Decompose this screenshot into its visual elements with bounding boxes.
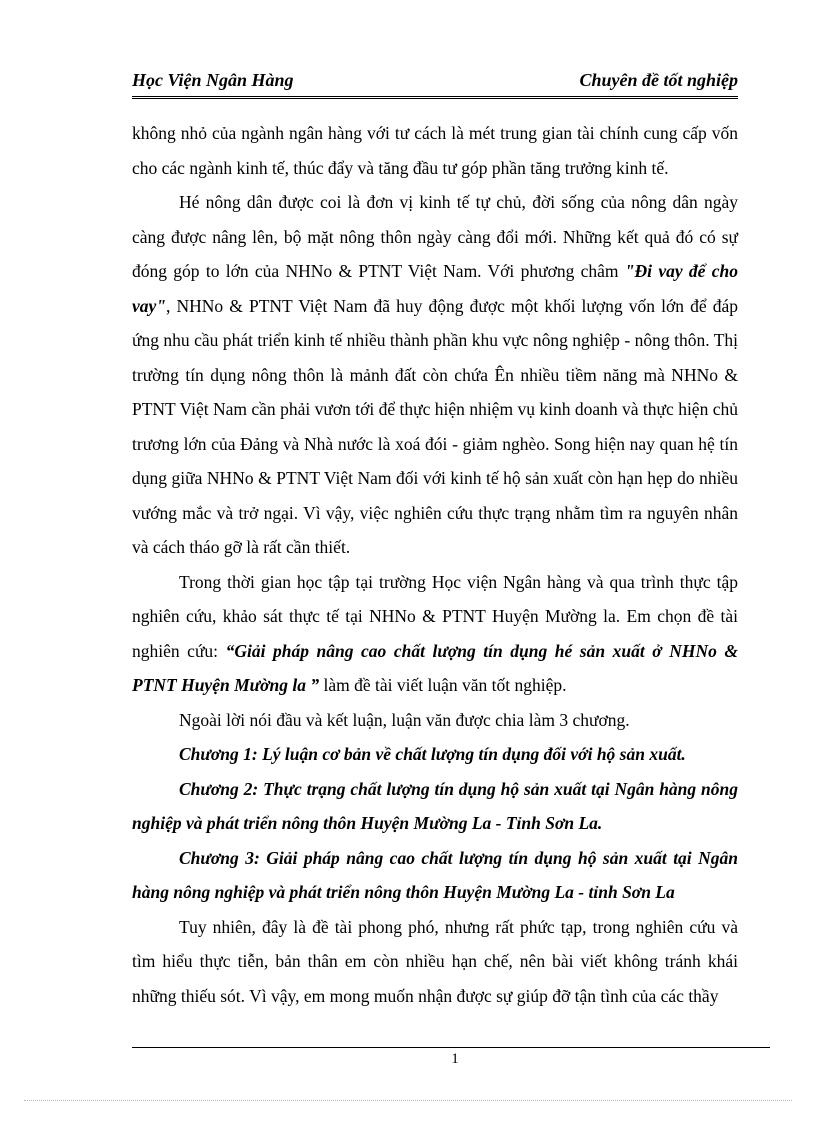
page-number: 1 <box>451 1051 459 1067</box>
footer-rule <box>132 1047 770 1048</box>
chapter-2: Chương 2: Thực trạng chất lượng tín dụng hộ sản xuất tại Ngân hàng nông nghiệp và phát triển nông thôn Huyện Mường La - Tỉnh Sơn La. <box>132 778 738 833</box>
paragraph-continuation: không nhỏ của ngành ngân hàng với tư cách là mét trung gian tài chính cung cấp vốn cho các ngành kinh tế, thúc đẩy và tăng đầu tư góp phần tăng trưởng kinh tế. <box>132 123 738 178</box>
paragraph-farmers-text-2: , NHNo & PTNT Việt Nam đã huy động được một khối lượng vốn lớn để đáp ứng nhu cầu phát triển kinh tế nhiều thành phần khu vực nông nghiệp - nông thôn. Thị trường tín dụng nông thôn là mảnh đất còn chứa Ên nhiều tiềm năng mà NHNo & PTNT Việt Nam cần phải vươn tới để thực hiện nhiệm vụ kinh doanh và thực hiện chủ trương lớn của Đảng và Nhà nước là xoá đói - giảm nghèo. Song hiện nay quan hệ tín dụng giữa NHNo & PTNT Việt Nam đối với kinh tế hộ sản xuất còn hạn hẹp do nhiều vướng mắc và trở ngại. Vì vậy, việc nghiên cứu thực trạng nhằm tìm ra nguyên nhân và cách tháo gỡ là rất cần thiết. <box>132 295 738 557</box>
header-document-type: Chuyên đề tốt nghiệp <box>579 70 738 90</box>
chapter-1: Chương 1: Lý luận cơ bản về chất lượng tín dụng đối với hộ sản xuất. <box>179 744 686 764</box>
paragraph-topic-text-2: làm đề tài viết luận văn tốt nghiệp. <box>319 675 567 695</box>
page-header <box>132 66 738 99</box>
paragraph-farmers-text-1: Hé nông dân được coi là đơn vị kinh tế tự chủ, đời sống của nông dân ngày càng được nâng lên, bộ mặt nông thôn ngày càng đổi mới. Những kết quả đó có sự đóng góp to lớn của NHNo & PTNT Việt Nam. Với phương châm <box>132 192 738 281</box>
paragraph-structure: Ngoài lời nói đầu và kết luận, luận văn được chia làm 3 chương. <box>179 709 630 730</box>
chapter-3: Chương 3: Giải pháp nâng cao chất lượng tín dụng hộ sản xuất tại Ngân hàng nông nghiệp và phát triển nông thôn Huyện Mường La - tỉnh Sơn La <box>132 847 738 902</box>
slogan-quote: "Đi vay để cho vay" <box>132 261 738 316</box>
header-institution: Học Viện Ngân Hàng <box>132 70 294 90</box>
document-body <box>132 116 738 1013</box>
paragraph-topic <box>132 565 738 703</box>
paragraph-acknowledgement: Tuy nhiên, đây là đề tài phong phó, nhưng rất phức tạp, trong nghiên cứu và tìm hiểu thực tiễn, bản thân em còn nhiều hạn chế, nên bài viết không tránh khái những thiếu sót. Vì vậy, em mong muốn nhận được sự giúp đỡ tận tình của các thầy <box>132 916 738 1006</box>
page-boundary-line <box>24 1100 792 1101</box>
paragraph-farmers <box>132 185 738 565</box>
thesis-title: “Giải pháp nâng cao chất lượng tín dụng hé sản xuất ở NHNo & PTNT Huyện Mường la ” <box>132 640 738 695</box>
paragraph-topic-text-1: Trong thời gian học tập tại trường Học viện Ngân hàng và qua trình thực tập nghiên cứu, khảo sát thực tế tại NHNo & PTNT Huyện Mường la. Em chọn đề tài nghiên cứu: <box>132 571 738 661</box>
